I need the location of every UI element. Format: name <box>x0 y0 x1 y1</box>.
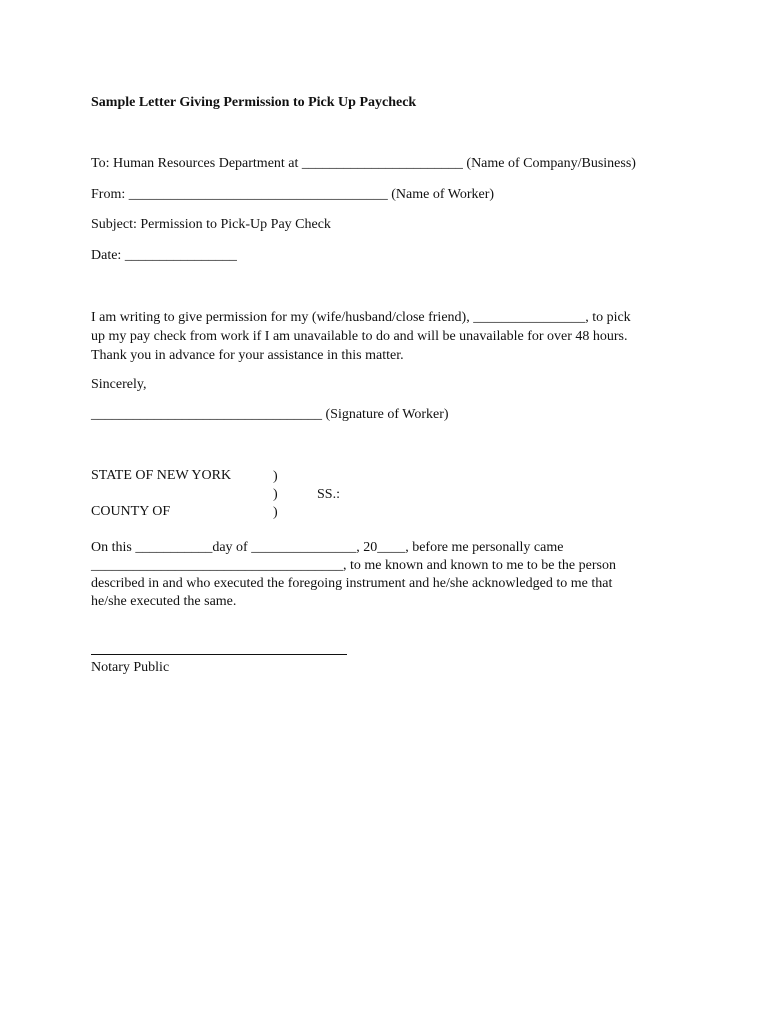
acknowledgment-line: he/she executed the same. <box>91 594 237 609</box>
jurisdiction-paren: ) <box>273 487 278 502</box>
notary-signature-rule <box>91 654 347 655</box>
letter-body-line: up my pay check from work if I am unavailable to do and will be unavailable for over 48 hours. <box>91 329 628 344</box>
acknowledgment-line: described in and who executed the foregoing instrument and he/she acknowledged to me that <box>91 576 613 591</box>
county-label: COUNTY OF <box>91 504 171 519</box>
acknowledgment-line: On this ___________day of _______________, 20____, before me personally came <box>91 540 564 555</box>
acknowledgment-line: ____________________________________, to me known and known to me to be the person <box>91 558 616 573</box>
subject-line: Subject: Permission to Pick-Up Pay Check <box>91 217 331 232</box>
letter-body <box>91 308 631 365</box>
jurisdiction-paren: ) <box>273 469 278 484</box>
letter-body-line: Thank you in advance for your assistance in this matter. <box>91 348 404 363</box>
document-title: Sample Letter Giving Permission to Pick Up Paycheck <box>91 95 417 110</box>
signature-line: _________________________________ (Signature of Worker) <box>91 407 449 422</box>
from-line: From: _____________________________________ (Name of Worker) <box>91 187 495 202</box>
state-label: STATE OF NEW YORK <box>91 468 232 483</box>
notary-label: Notary Public <box>91 660 170 675</box>
letter-body-line: I am writing to give permission for my (wife/husband/close friend), ________________, to pick <box>91 310 631 325</box>
ss-label: SS.: <box>317 487 340 502</box>
to-line: To: Human Resources Department at _______________________ (Name of Company/Business) <box>91 156 636 171</box>
date-line: Date: ________________ <box>91 248 237 263</box>
jurisdiction-paren: ) <box>273 505 278 520</box>
acknowledgment-paragraph <box>91 539 616 611</box>
closing: Sincerely, <box>91 377 147 392</box>
